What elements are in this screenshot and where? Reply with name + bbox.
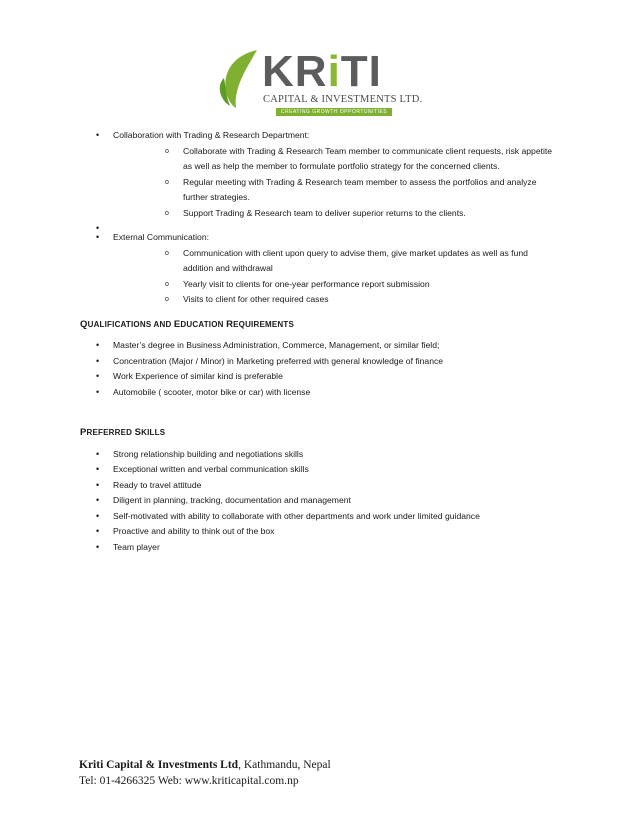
list-item: • Automobile ( scooter, motor bike or car) with license	[80, 385, 560, 401]
list-item: • Diligent in planning, tracking, documentation and management	[80, 493, 560, 509]
list-item: • Self-motivated with ability to collaborate with other departments and work under limited guidance	[80, 509, 560, 525]
qualifications-heading: QUALIFICATIONS AND EDUCATION REQUIREMENTS	[80, 318, 294, 330]
skills-list	[80, 447, 560, 556]
list-item-text: Collaboration with Trading & Research Department:	[113, 130, 310, 140]
sub-list-item: o Regular meeting with Trading & Research team member to assess the portfolios and analyze further strategies.	[113, 175, 560, 206]
logo-wordmark: KRiTI	[262, 47, 382, 96]
sub-list-item: o Visits to client for other required cases	[113, 292, 560, 308]
qualifications-list	[80, 338, 560, 400]
sub-list-item: o Collaborate with Trading & Research Team member to communicate client requests, risk appetite as well as help the member to formulate portfolio strategy for the concerned clients.	[113, 144, 560, 175]
leaf-icon	[218, 48, 264, 110]
list-item-text: External Communication:	[113, 232, 210, 242]
list-item: • Ready to travel attitude	[80, 478, 560, 494]
list-item: • Concentration (Major / Minor) in Marketing preferred with general knowledge of finance	[80, 354, 560, 370]
sub-list-item: o Yearly visit to clients for one-year performance report submission	[113, 277, 560, 293]
page-footer	[79, 757, 331, 789]
section-spacer	[80, 400, 560, 416]
list-item: • Work Experience of similar kind is preferable	[80, 369, 560, 385]
sub-list	[113, 246, 560, 308]
footer-company-line	[79, 757, 331, 773]
logo-tagline: CREATING GROWTH OPPORTUNITIES	[276, 108, 392, 116]
list-item: • Strong relationship building and negotiations skills	[80, 447, 560, 463]
footer-company: Kriti Capital & Investments Ltd	[79, 759, 239, 771]
sub-list-item: o Communication with client upon query to advise them, give market updates as well as fund addition and withdrawal	[113, 246, 560, 277]
company-logo	[218, 44, 423, 122]
list-item	[80, 230, 560, 308]
sub-list	[113, 144, 560, 222]
responsibility-list	[80, 128, 560, 308]
logo-subtitle: CAPITAL & INVESTMENTS LTD.	[263, 94, 423, 105]
skills-heading: PREFERRED SKILLS	[80, 427, 166, 438]
list-item: • Proactive and ability to think out of the box	[80, 524, 560, 540]
list-item: • Exceptional written and verbal communication skills	[80, 462, 560, 478]
list-item	[80, 128, 560, 221]
footer-location: , Kathmandu, Nepal	[238, 759, 331, 771]
footer-contact: Tel: 01-4266325 Web: www.kriticapital.com.np	[79, 775, 299, 787]
document-body	[80, 128, 560, 555]
list-item: • Master’s degree in Business Administration, Commerce, Management, or similar field;	[80, 338, 560, 354]
sub-list-item: o Support Trading & Research team to deliver superior returns to the clients.	[113, 206, 560, 222]
list-item: • Team player	[80, 540, 560, 556]
list-gap	[80, 221, 560, 230]
